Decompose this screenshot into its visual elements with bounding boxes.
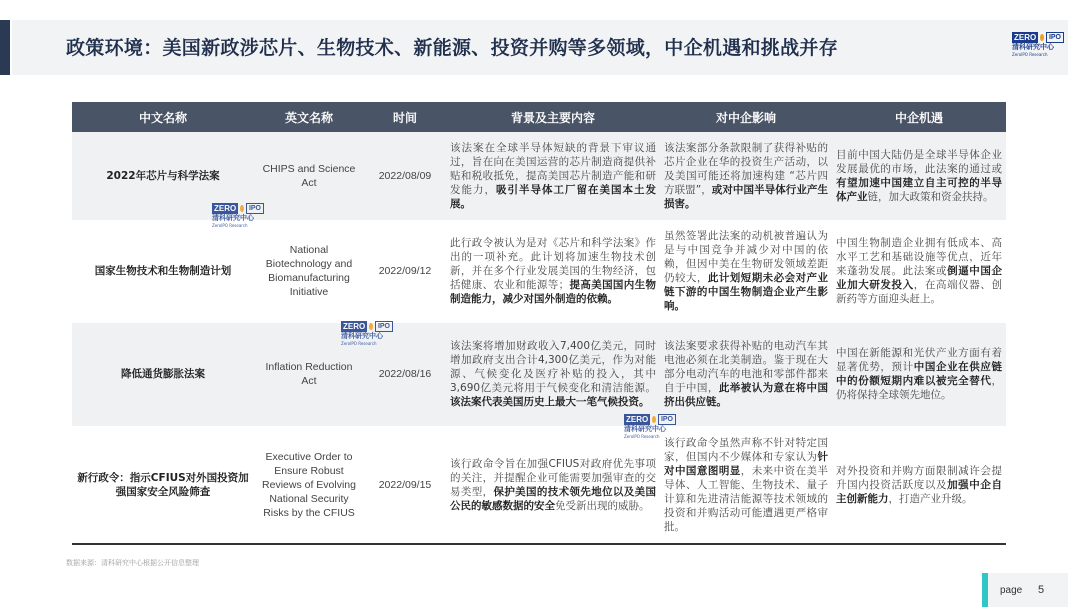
- policy-en-name: Inflation Reduction Act: [254, 322, 364, 426]
- page-label: page: [1000, 585, 1023, 596]
- policy-opportunity: 对外投资和并购方面限制减许会提升国内投资活跃度以及加强中企自主创新能力，打造产业升级。: [832, 426, 1006, 544]
- policy-opportunity: 中国生物制造企业拥有低成本、高水平工艺和基础设施等优点，近年来蓬勃发展。此法案或倒逼中国企业加大研发投入，在高端仪器、创新药等方面迎头赶上。: [832, 220, 1006, 322]
- zeroipo-watermark-logo: ZERO IPO 清科研究中心 ZeroIPO Research: [624, 414, 676, 444]
- policy-date: 2022/08/09: [364, 132, 446, 220]
- page-title: 政策环境：美国新政涉芯片、生物技术、新能源、投资并购等多领域，中企机遇和挑战并存: [66, 37, 839, 59]
- header-date: 时间: [364, 102, 446, 132]
- header-cn-name: 中文名称: [72, 102, 254, 132]
- zeroipo-watermark-logo: ZERO IPO 清科研究中心 ZeroIPO Research: [341, 321, 393, 351]
- data-source-note: 数据来源：清科研究中心根据公开信息整理: [66, 559, 199, 567]
- policy-cn-name: 新行政令：指示CFIUS对外国投资加强国家安全风险筛查: [72, 426, 254, 544]
- policy-cn-name: 2022年芯片与科学法案: [72, 132, 254, 220]
- policy-impact: 该法案要求获得补贴的电动汽车其电池必须在北美制造。鉴于现在大部分电动汽车的电池和零部件都来自于中国，此举被认为意在将中国挤出供应链。: [660, 322, 832, 426]
- header-en-name: 英文名称: [254, 102, 364, 132]
- table-row: [72, 220, 1006, 322]
- policy-background: 该法案在全球半导体短缺的背景下审议通过，旨在向在美国运营的芯片制造商提供补贴和税收抵免，提高美国芯片制造产能和研发能力，吸引半导体工厂留在美国本土发展。: [446, 132, 660, 220]
- policy-opportunity: 中国在新能源和光伏产业方面有着显著优势，预计中国企业在供应链中的份额短期内难以被完全替代，仍将保持全球领先地位。: [832, 322, 1006, 426]
- policy-cn-name: 国家生物技术和生物制造计划: [72, 220, 254, 322]
- policy-impact: 虽然签署此法案的动机被普遍认为是与中国竞争并减少对中国的依赖，但因中美在生物研发领域差距仍较大，此计划短期未必会对产业链下游的中国生物制造企业产生影响。: [660, 220, 832, 322]
- table-header-row: [72, 102, 1006, 132]
- header-opportunity: 中企机遇: [832, 102, 1006, 132]
- policy-en-name: National Biotechnology and Biomanufacturing Initiative: [254, 220, 364, 322]
- policy-background: 此行政令被认为是对《芯片和科学法案》作出的一项补充。此计划将加速生物技术创新，并在多个行业发展美国的生物经济，包括健康、农业和能源等；提高美国国内生物制造能力，减少对国外制造的依赖。: [446, 220, 660, 322]
- table-row: [72, 426, 1006, 544]
- policy-cn-name: 降低通货膨胀法案: [72, 322, 254, 426]
- page-number: 5: [1038, 584, 1045, 596]
- zeroipo-watermark-logo: ZERO IPO 清科研究中心 ZeroIPO Research: [212, 203, 264, 233]
- policy-opportunity: 目前中国大陆仍是全球半导体企业发展最优的市场，此法案的通过或有望加速中国建立自主可控的半导体产业链，加大政策和资金扶持。: [832, 132, 1006, 220]
- policy-en-name: CHIPS and Science Act: [254, 132, 364, 220]
- policy-date: 2022/08/16: [364, 322, 446, 426]
- header-background: 背景及主要内容: [446, 102, 660, 132]
- policy-background: 该行政命令旨在加强CFIUS对政府优先事项的关注，并提醒企业可能需要加强审查的交易类型，保护美国的技术领先地位以及美国公民的敏感数据的安全免受新出现的威胁。: [446, 426, 660, 544]
- policy-background: 该法案将增加财政收入7,400亿美元，同时增加政府支出合计4,300亿美元，作为对能源、气候变化及医疗补贴的投入，其中3,690亿美元将用于气候变化和清洁能源。该法案代表美国历史上最大一笔气候投资。: [446, 322, 660, 426]
- title-accent-bar: [0, 20, 10, 75]
- policy-date: 2022/09/15: [364, 426, 446, 544]
- zeroipo-logo: ZERO IPO 清科研究中心 ZeroIPO Research: [1012, 32, 1064, 62]
- policy-date: 2022/09/12: [364, 220, 446, 322]
- table-row: [72, 322, 1006, 426]
- policy-impact: 该行政命令虽然声称不针对特定国家，但国内不少媒体和专家认为针对中国意图明显，未来中资在美半导体、人工智能、生物技术、量子计算和先进清洁能源等技术领域的投资和并购活动可能遭遇更严格审批。: [660, 426, 832, 544]
- policy-en-name: Executive Order to Ensure Robust Reviews of Evolving National Security Risks by the CFIUS: [254, 426, 364, 544]
- policy-table: [72, 102, 1006, 545]
- header-impact: 对中企影响: [660, 102, 832, 132]
- policy-impact: 该法案部分条款限制了获得补贴的芯片企业在华的投资生产活动，以及美国可能还将加速构建 “芯片四方联盟”，或对中国半导体行业产生损害。: [660, 132, 832, 220]
